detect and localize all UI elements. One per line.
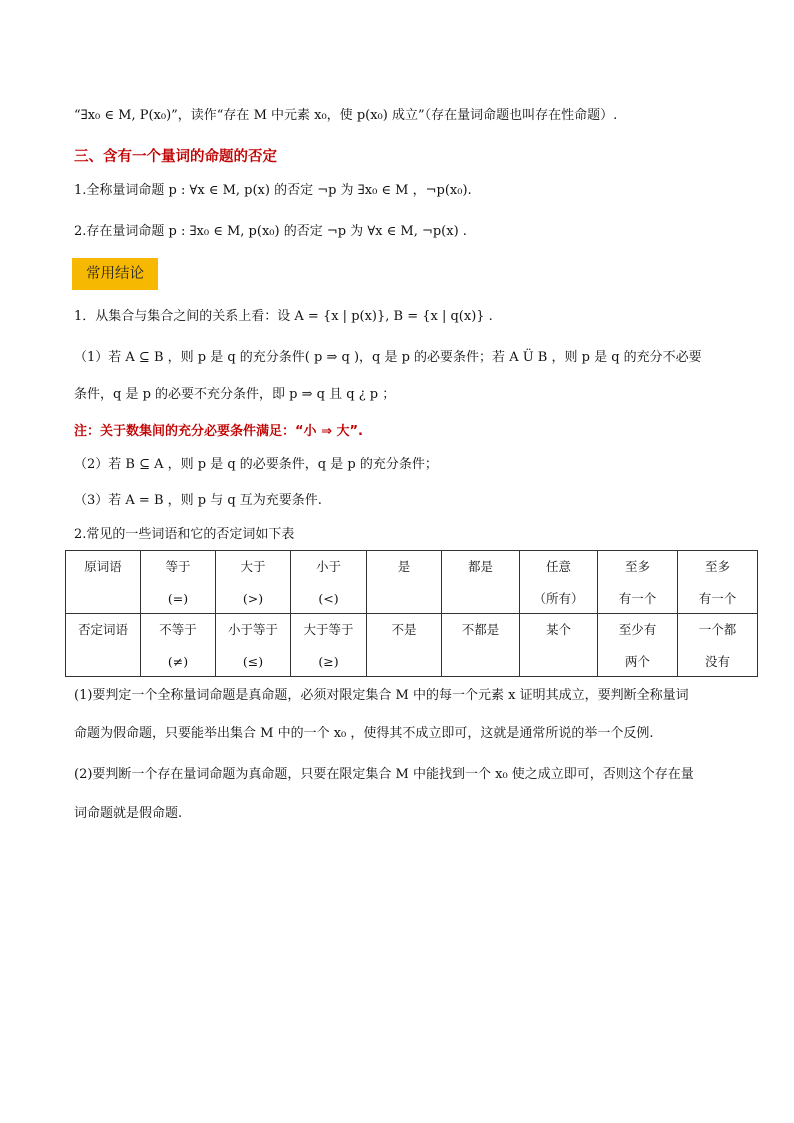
existential-reading-line: “∃x₀ ∈ M, P(x₀)”，读作“存在 M 中元素 x₀，使 p(x₀) 成立”（存在量词命题也叫存在性命题）.	[74, 108, 618, 123]
table-cell: 至多 有一个	[678, 551, 758, 614]
remark-2-line-b: 词命题就是假命题.	[74, 806, 183, 821]
table-cell: 原词语	[66, 551, 141, 614]
table-row-original	[66, 551, 758, 614]
condition-1-line-a: （1）若 A ⊆ B ，则 p 是 q 的充分条件( p ⇒ q )，q 是 p 的必要条件；若 A Ü B ，则 p 是 q 的充分不必要	[74, 350, 702, 365]
negation-words-table	[65, 550, 758, 677]
remark-1-line-b: 命题为假命题，只要能举出集合 M 中的一个 x₀ ，使得其不成立即可，这就是通常所说的举一个反例.	[74, 726, 654, 741]
table-cell: 否定词语	[66, 614, 141, 677]
table-cell: 至少有 两个	[598, 614, 678, 677]
table-cell: 小于 (<)	[291, 551, 367, 614]
condition-3-line: （3）若 A = B ，则 p 与 q 互为充要条件.	[74, 493, 322, 508]
note-line: 注：关于数集间的充分必要条件满足：“小 ⇒ 大”.	[74, 424, 363, 439]
set-relation-intro: 1．从集合与集合之间的关系上看：设 A = {x | p(x)}, B = {x | q(x)} .	[74, 309, 493, 324]
table-cell: 小于等于 (≤)	[216, 614, 291, 677]
table-cell: 大于等于 (≥)	[291, 614, 367, 677]
table-cell: 等于 (=)	[141, 551, 216, 614]
table-cell: 大于 (>)	[216, 551, 291, 614]
existential-negation-line: 2.存在量词命题 p : ∃x₀ ∈ M, p(x₀) 的否定 ¬p 为 ∀x ∈ M, ¬p(x) .	[74, 224, 467, 239]
table-cell: 不是	[367, 614, 442, 677]
table-cell: 不等于 (≠)	[141, 614, 216, 677]
table-cell: 是	[367, 551, 442, 614]
condition-2-line: （2）若 B ⊆ A ，则 p 是 q 的必要条件，q 是 p 的充分条件；	[74, 457, 438, 472]
common-conclusions-badge: 常用结论	[72, 258, 158, 290]
table-caption: 2.常见的一些词语和它的否定词如下表	[74, 527, 295, 542]
condition-1-line-b: 条件，q 是 p 的必要不充分条件，即 p ⇒ q 且 q ¿ p ；	[74, 387, 396, 402]
table-cell: 任意 （所有）	[520, 551, 598, 614]
table-cell: 一个都 没有	[678, 614, 758, 677]
remark-2-line-a: (2)要判断一个存在量词命题为真命题，只要在限定集合 M 中能找到一个 x₀ 使之成立即可，否则这个存在量	[74, 767, 694, 782]
table-cell: 至多 有一个	[598, 551, 678, 614]
table-row-negated	[66, 614, 758, 677]
section-heading-negation: 三、含有一个量词的命题的否定	[74, 149, 277, 165]
table-cell: 不都是	[442, 614, 520, 677]
table-cell: 都是	[442, 551, 520, 614]
table-cell: 某个	[520, 614, 598, 677]
universal-negation-line: 1.全称量词命题 p : ∀x ∈ M, p(x) 的否定 ¬p 为 ∃x₀ ∈ M ，¬p(x₀).	[74, 183, 472, 198]
remark-1-line-a: (1)要判定一个全称量词命题是真命题，必须对限定集合 M 中的每一个元素 x 证明其成立，要判断全称量词	[74, 688, 689, 703]
